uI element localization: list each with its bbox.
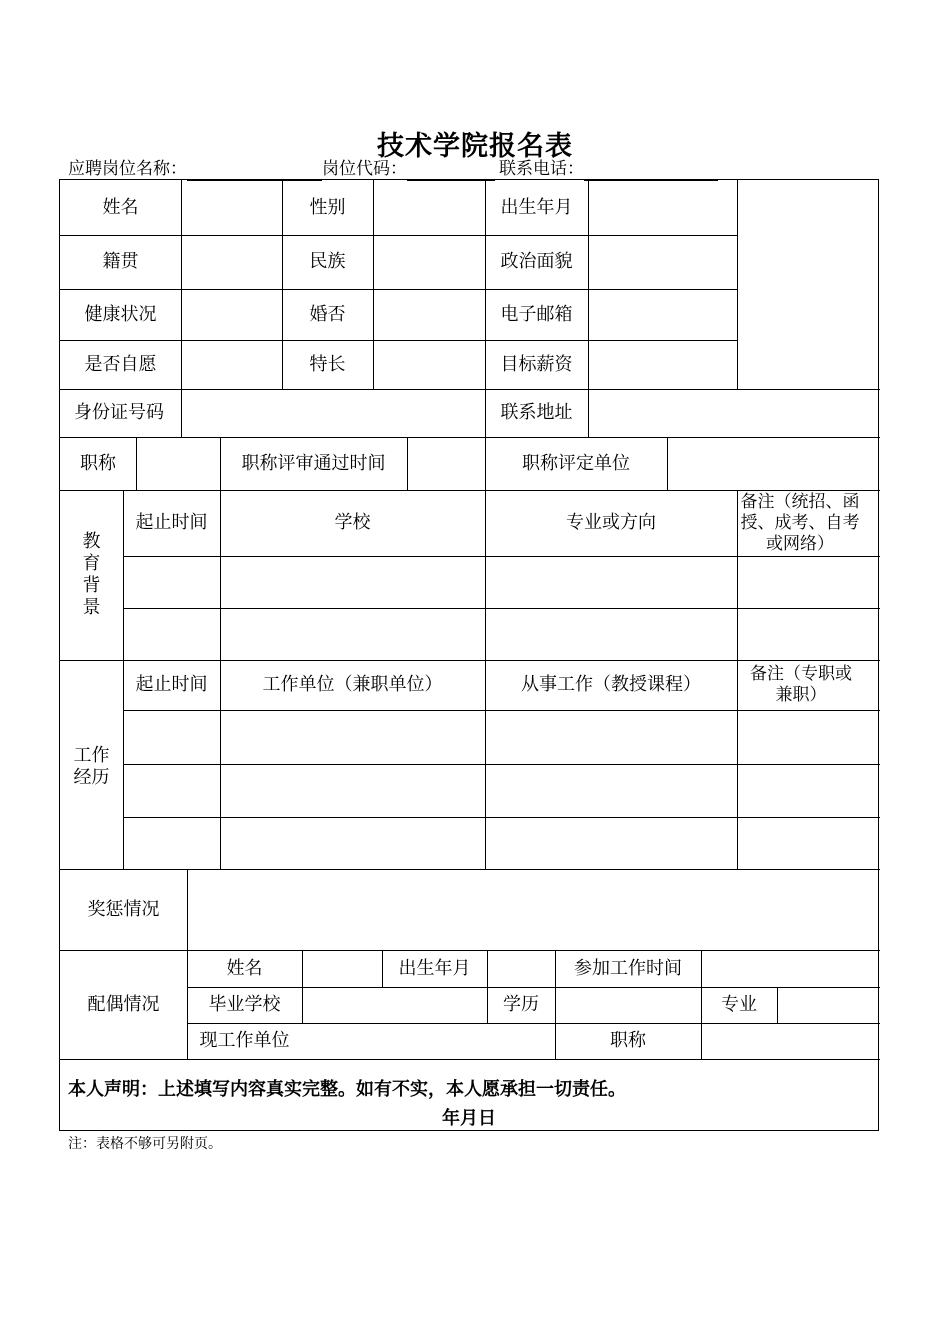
spouse-major-label: 专业 — [721, 994, 757, 1015]
birth-field[interactable] — [589, 180, 737, 235]
ethnicity-label: 民族 — [309, 251, 346, 272]
work-row-1-employer[interactable] — [221, 711, 485, 764]
name-field[interactable] — [182, 180, 282, 235]
edu-row-1-period[interactable] — [124, 557, 220, 608]
specialty-field[interactable] — [374, 340, 485, 389]
awards-field[interactable] — [188, 870, 880, 950]
spouse-work-start-field[interactable] — [702, 950, 880, 987]
declaration: 本人声明：上述填写内容真实完整。如有不实，本人愿承担一切责任。 — [68, 1079, 626, 1100]
registration-table — [59, 179, 879, 1131]
photo-box[interactable] — [738, 180, 880, 389]
target-salary-field[interactable] — [589, 340, 737, 389]
edu-row-2-school[interactable] — [221, 609, 485, 660]
spouse-employer-field[interactable] — [303, 1023, 555, 1059]
id-number-field[interactable] — [182, 389, 485, 437]
id-number-label: 身份证号码 — [74, 402, 164, 423]
work-section-label: 工作 经历 — [73, 745, 110, 788]
spouse-employer-label: 现工作单位 — [199, 1030, 290, 1051]
work-col-remark: 备注（专职或兼职） — [750, 664, 852, 705]
marital-field[interactable] — [374, 289, 485, 340]
position-name-field[interactable] — [187, 160, 322, 181]
phone-label: 联系电话： — [499, 159, 584, 179]
gender-field[interactable] — [374, 180, 485, 235]
target-salary-label: 目标薪资 — [500, 353, 573, 375]
education-section-label: 教 育 背 景 — [82, 531, 101, 618]
title-label: 职称 — [80, 452, 116, 474]
spouse-title-field[interactable] — [702, 1023, 880, 1059]
spouse-name-label: 姓名 — [226, 957, 263, 979]
work-row-2-duty[interactable] — [486, 765, 737, 817]
edu-row-2-remark[interactable] — [738, 609, 880, 660]
health-label: 健康状况 — [84, 303, 157, 325]
birth-label: 出生年月 — [500, 196, 573, 218]
work-row-2-remark[interactable] — [738, 765, 880, 817]
review-unit-label: 职称评定单位 — [522, 452, 630, 474]
work-row-2-period[interactable] — [124, 765, 220, 817]
spouse-birth-field[interactable] — [488, 950, 555, 987]
edu-col-major: 专业或方向 — [566, 512, 656, 533]
edu-row-1-school[interactable] — [221, 557, 485, 608]
address-field[interactable] — [589, 389, 880, 437]
work-row-1-remark[interactable] — [738, 711, 880, 764]
work-row-1-duty[interactable] — [486, 711, 737, 764]
work-row-3-remark[interactable] — [738, 818, 880, 869]
form-title: 技术学院报名表 — [377, 131, 573, 162]
spouse-degree-field[interactable] — [556, 987, 701, 1023]
work-row-1-period[interactable] — [124, 711, 220, 764]
work-row-3-period[interactable] — [124, 818, 220, 869]
title-field[interactable] — [137, 437, 220, 490]
specialty-label: 特长 — [309, 353, 346, 375]
form-header — [68, 157, 718, 181]
work-col-period: 起止时间 — [135, 674, 208, 695]
edu-col-school: 学校 — [334, 512, 371, 533]
spouse-name-field[interactable] — [303, 950, 382, 987]
edu-col-remark: 备注（统招、函授、成考、自考或网络） — [740, 491, 860, 554]
native-place-field[interactable] — [182, 235, 282, 289]
spouse-label: 配偶情况 — [87, 993, 160, 1015]
address-label: 联系地址 — [500, 402, 573, 423]
voluntary-field[interactable] — [182, 340, 282, 389]
marital-label: 婚否 — [309, 303, 346, 325]
work-row-3-duty[interactable] — [486, 818, 737, 869]
ethnicity-field[interactable] — [374, 235, 485, 289]
edu-row-2-major[interactable] — [486, 609, 737, 660]
work-row-2-employer[interactable] — [221, 765, 485, 817]
edu-row-1-major[interactable] — [486, 557, 737, 608]
spouse-birth-label: 出生年月 — [398, 957, 471, 979]
date-label: 年月日 — [442, 1108, 496, 1129]
email-label: 电子邮箱 — [500, 303, 573, 325]
spouse-school-field[interactable] — [303, 987, 487, 1023]
review-time-field[interactable] — [408, 437, 485, 490]
review-unit-field[interactable] — [668, 437, 880, 490]
edu-row-1-remark[interactable] — [738, 557, 880, 608]
position-code-label: 岗位代码： — [322, 159, 407, 179]
email-field[interactable] — [589, 289, 737, 340]
position-code-field[interactable] — [407, 160, 495, 181]
voluntary-label: 是否自愿 — [84, 353, 157, 375]
native-place-label: 籍贯 — [102, 251, 139, 272]
spouse-school-label: 毕业学校 — [208, 994, 281, 1015]
work-row-3-employer[interactable] — [221, 818, 485, 869]
awards-label: 奖惩情况 — [87, 898, 160, 920]
gender-label: 性别 — [309, 196, 346, 218]
health-field[interactable] — [182, 289, 282, 340]
spouse-major-field[interactable] — [778, 987, 880, 1023]
review-time-label: 职称评审通过时间 — [241, 452, 386, 474]
spouse-degree-label: 学历 — [503, 994, 539, 1015]
edu-row-2-period[interactable] — [124, 609, 220, 660]
spouse-title-label: 职称 — [610, 1030, 646, 1051]
phone-field[interactable] — [584, 160, 718, 181]
position-name-label: 应聘岗位名称： — [68, 159, 187, 179]
edu-col-period: 起止时间 — [135, 512, 208, 533]
political-status-label: 政治面貌 — [500, 251, 573, 272]
name-label: 姓名 — [102, 196, 139, 218]
political-status-field[interactable] — [589, 235, 737, 289]
footnote: 注：表格不够可另附页。 — [68, 1136, 222, 1152]
spouse-work-start-label: 参加工作时间 — [574, 957, 682, 979]
work-col-duty: 从事工作（教授课程） — [521, 674, 701, 695]
work-col-employer: 工作单位（兼职单位） — [262, 674, 443, 695]
